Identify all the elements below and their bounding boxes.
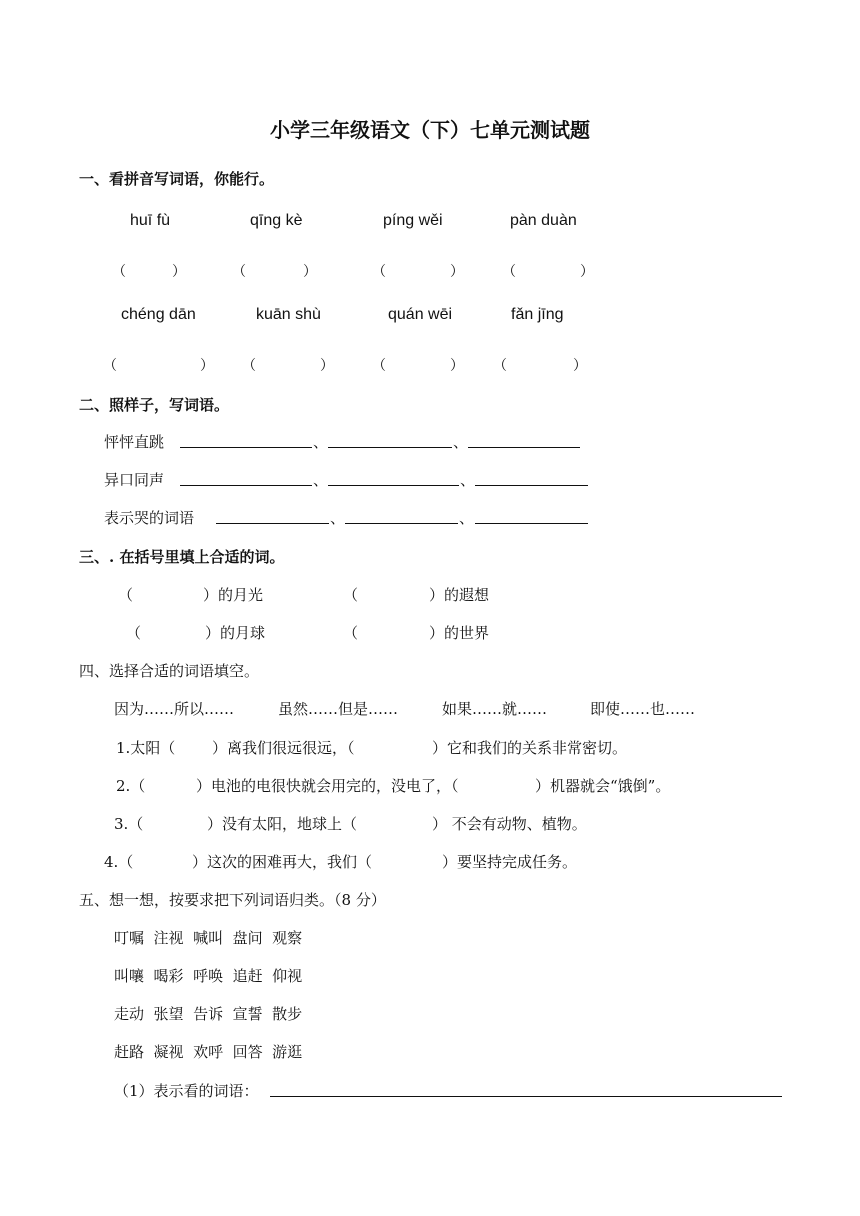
question-4-part: 4.（ [104, 853, 134, 871]
paren-open: （ [343, 624, 359, 642]
answer-paren-close: ） [172, 264, 186, 280]
fill-item: ）的月光 [203, 586, 264, 604]
pinyin-item: chéng dān [121, 306, 196, 323]
question-1-part: 1.太阳（ [116, 739, 176, 757]
example-word: 表示哭的词语 [104, 509, 195, 527]
question-3-part: ） 不会有动物、植物。 [432, 815, 587, 833]
answer-blank[interactable] [475, 471, 588, 486]
paren-open: （ [118, 586, 134, 604]
fill-item: ）的世界 [429, 624, 490, 642]
question-4-part: ）这次的困难再大，我们（ [192, 853, 373, 871]
conjunction-option: 虽然……但是…… [278, 700, 399, 718]
paren-open: （ [126, 624, 142, 642]
separator: 、 [330, 509, 346, 527]
section4-heading: 四、选择合适的词语填空。 [79, 662, 260, 680]
answer-paren-open: （ [372, 264, 386, 280]
example-word: 怦怦直跳 [104, 433, 165, 451]
pinyin-item: huī fù [130, 212, 171, 229]
answer-paren-close: ） [200, 358, 214, 374]
question-label: （1）表示看的词语： [114, 1082, 259, 1100]
word-row: 走动 张望 告诉 宣誓 散步 [114, 1005, 303, 1023]
answer-blank[interactable] [180, 471, 312, 486]
answer-paren-open: （ [232, 264, 246, 280]
conjunction-option: 如果……就…… [442, 700, 548, 718]
answer-paren-close: ） [450, 358, 464, 374]
question-1-part: ）它和我们的关系非常密切。 [432, 739, 628, 757]
section2-heading: 二、照样子，写词语。 [79, 396, 230, 414]
answer-blank[interactable] [468, 433, 580, 448]
word-row: 叫嚷 喝彩 呼唤 追赶 仰视 [114, 967, 303, 985]
answer-paren-close: ） [320, 358, 334, 374]
page-title: 小学三年级语文（下）七单元测试题 [270, 118, 590, 142]
question-3-part: 3.（ [114, 815, 144, 833]
answer-blank[interactable] [216, 509, 329, 524]
paren-open: （ [343, 586, 359, 604]
example-word: 异口同声 [104, 471, 165, 489]
answer-blank[interactable] [345, 509, 458, 524]
answer-paren-open: （ [112, 264, 126, 280]
answer-blank[interactable] [180, 433, 312, 448]
section3-heading: 三、. 在括号里填上合适的词。 [79, 548, 285, 566]
answer-blank[interactable] [328, 471, 459, 486]
pinyin-item: qīng kè [250, 212, 303, 229]
answer-paren-open: （ [242, 358, 256, 374]
section1-heading: 一、看拼音写词语，你能行。 [79, 170, 275, 188]
answer-paren-open: （ [502, 264, 516, 280]
conjunction-option: 即使……也…… [590, 700, 696, 718]
separator: 、 [313, 433, 329, 451]
answer-paren-open: （ [103, 358, 117, 374]
pinyin-item: píng wěi [383, 212, 443, 229]
answer-paren-open: （ [372, 358, 386, 374]
question-4-part: ）要坚持完成任务。 [442, 853, 578, 871]
separator: 、 [459, 509, 475, 527]
question-1-part: ）离我们很远很远，（ [212, 739, 355, 757]
question-2-part: 2.（ [116, 777, 146, 795]
separator: 、 [313, 471, 329, 489]
question-2-part: ）电池的电很快就会用完的，没电了，（ [196, 777, 459, 795]
separator: 、 [460, 471, 476, 489]
answer-paren-close: ） [580, 264, 594, 280]
section5-heading: 五、想一想，按要求把下列词语归类。（8 分） [79, 891, 386, 909]
pinyin-item: fǎn jīng [511, 306, 564, 323]
question-2-part: ）机器就会“饿倒”。 [535, 777, 671, 795]
answer-blank[interactable] [475, 509, 588, 524]
pinyin-item: kuān shù [256, 306, 321, 323]
conjunction-option: 因为……所以…… [114, 700, 235, 718]
word-row: 赶路 凝视 欢呼 回答 游逛 [114, 1043, 303, 1061]
pinyin-item: quán wēi [388, 306, 453, 323]
separator: 、 [453, 433, 469, 451]
question-3-part: ）没有太阳，地球上（ [207, 815, 358, 833]
fill-item: ）的遐想 [429, 586, 490, 604]
answer-paren-close: ） [303, 264, 317, 280]
pinyin-item: pàn duàn [510, 212, 577, 229]
answer-blank[interactable] [328, 433, 452, 448]
word-row: 叮嘱 注视 喊叫 盘问 观察 [114, 929, 303, 947]
fill-item: ）的月球 [205, 624, 266, 642]
answer-paren-close: ） [573, 358, 587, 374]
answer-blank[interactable] [270, 1082, 782, 1097]
answer-paren-close: ） [450, 264, 464, 280]
answer-paren-open: （ [493, 358, 507, 374]
